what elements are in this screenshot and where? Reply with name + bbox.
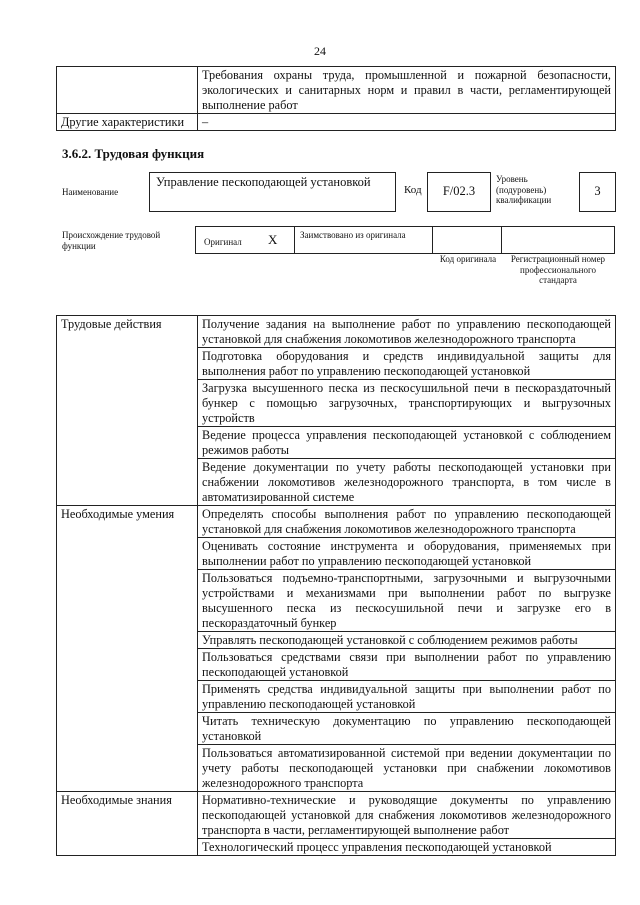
group-item: Определять способы выполнения работ по управлению пескоподающей установкой для снабжения локомотивов железнодорожного транспорта [198,506,616,538]
row-text: Требования охраны труда, промышленной и пожарной безопасности, экологических и санитарных норм и правил в части, регламентирующей выполнение работ [198,67,616,114]
table-row [57,316,616,348]
table-row [57,114,616,131]
group-item: Получение задания на выполнение работ по управлению пескоподающей установкой для снабжения локомотивов железнодорожного транспорта [198,316,616,348]
origin-label: Происхождение трудовой функции [62,230,161,251]
table-row [57,506,616,538]
row-label [57,67,198,114]
level-value-box [579,172,616,212]
reg-number-caption: Регистрационный номер профессионального стандарта [510,254,606,285]
level-value: 3 [594,184,601,198]
group-item: Нормативно-технические и руководящие документы по управлению пескоподающей установкой для снабжения локомотивов железнодорожного транспорта в части, регламентирующей выполнение работ [198,792,616,839]
section-title: 3.6.2. Трудовая функция [62,146,205,161]
group-item: Управлять пескоподающей установкой с соблюдением режимов работы [198,632,616,649]
page-number: 24 [314,44,326,58]
original-label: Оригинал [204,237,242,247]
group-label: Необходимые умения [57,506,198,792]
level-label: Уровень (подуровень) квалификации [496,174,552,205]
origin-divider [432,227,433,253]
origin-divider [501,227,502,253]
borrowed-label: Заимствовано из оригинала [300,230,406,240]
group-item: Пользоваться средствами связи при выполнении работ по управлению пескоподающей установкой [198,649,616,681]
group-item: Оценивать состояние инструмента и оборудования, применяемых при выполнении работ по управлению пескоподающей установкой [198,538,616,570]
group-item: Ведение документации по учету работы пескоподающей установки при снабжении локомотивов железнодорожного транспорта, в том числе в автоматизированной системе [198,459,616,506]
group-item: Читать техническую документацию по управлению пескоподающей установкой [198,713,616,745]
origin-divider [294,227,295,253]
name-value: Управление пескоподающей установкой [156,175,371,189]
group-item: Технологический процесс управления пескоподающей установкой [198,839,616,856]
top-table [56,66,616,131]
group-item: Загрузка высушенного песка из пескосушильной печи в пескораздаточный бункер с помощью загрузочных, транспортирующих и выгрузочных устройств [198,380,616,427]
row-text: – [198,114,616,131]
name-value-box [149,172,396,212]
original-mark: X [268,232,278,247]
code-original-caption: Код оригинала [439,254,497,264]
group-label: Трудовые действия [57,316,198,506]
group-item: Подготовка оборудования и средств индивидуальной защиты для выполнения работ по управлению пескоподающей установкой [198,348,616,380]
code-value: F/02.3 [442,184,476,198]
name-label: Наименование [62,187,119,197]
row-label: Другие характеристики [57,114,198,131]
table-row [57,67,616,114]
origin-box [195,226,615,254]
group-label: Необходимые знания [57,792,198,856]
table-row [57,792,616,839]
main-table [56,315,616,856]
code-value-box [427,172,491,212]
group-item: Пользоваться автоматизированной системой при ведении документации по учету работы пескоподающей установки при снабжении локомотивов железнодорожного транспорта [198,745,616,792]
group-item: Пользоваться подъемно-транспортными, загрузочными и выгрузочными устройствами и механизмами при выполнении работ по выгрузке высушенного песка из пескосушильной печи и загрузке его в пескораздаточный бункер [198,570,616,632]
code-label: Код [404,184,422,196]
group-item: Применять средства индивидуальной защиты при выполнении работ по управлению пескоподающей установкой [198,681,616,713]
group-item: Ведение процесса управления пескоподающей установкой с соблюдением режимов работы [198,427,616,459]
